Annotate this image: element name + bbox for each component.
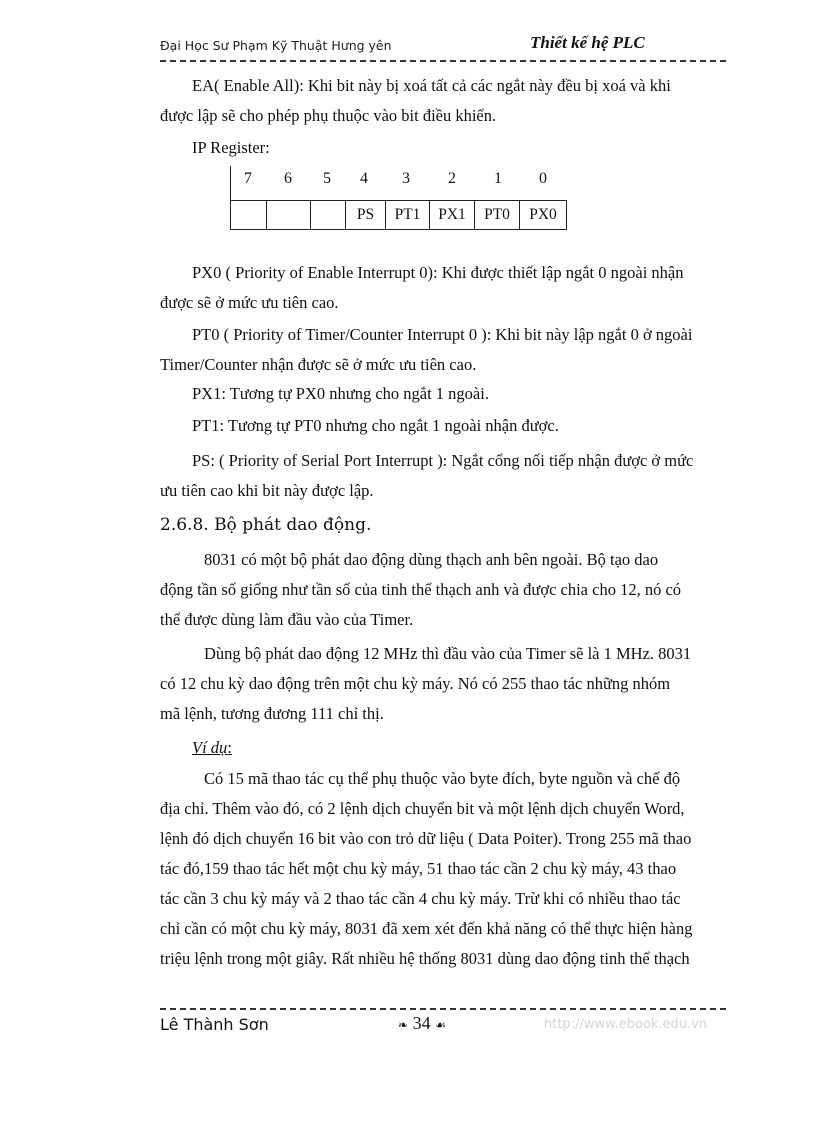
text-line: tác đó,159 thao tác hết một chu kỳ máy, 51 thao tác cần 2 chu kỳ máy, 43 thao bbox=[160, 859, 677, 878]
bit-number: 5 bbox=[323, 170, 331, 187]
text-line: được lập sẽ cho phép phụ thuộc vào bit điều khiển. bbox=[160, 106, 497, 125]
paragraph-ps bbox=[160, 446, 732, 506]
text-line: Timer/Counter nhận được sẽ ở mức ưu tiên cao. bbox=[160, 355, 477, 374]
example-label-text: Ví dụ bbox=[192, 738, 228, 757]
ornament-right-icon: ☙ bbox=[435, 1018, 446, 1032]
header-title: Thiết kế hệ PLC bbox=[530, 33, 645, 52]
bit-number: 1 bbox=[494, 170, 502, 187]
register-cell: PT1 bbox=[386, 201, 430, 229]
text-line: triệu lệnh trong một giây. Rất nhiều hệ thống 8031 dùng dao động tinh thể thạch bbox=[160, 949, 690, 968]
bit-number: 7 bbox=[244, 170, 252, 187]
bit-number: 4 bbox=[360, 170, 368, 187]
register-cell bbox=[311, 201, 346, 229]
text-line: PX0 ( Priority of Enable Interrupt 0): Khi được thiết lập ngắt 0 ngoài nhận bbox=[192, 263, 684, 282]
page-number-value: 34 bbox=[412, 1013, 431, 1033]
footer-divider bbox=[160, 1008, 726, 1010]
paragraph-pt1: PT1: Tương tự PT0 nhưng cho ngắt 1 ngoài nhận được. bbox=[192, 416, 559, 435]
text-line: Có 15 mã thao tác cụ thể phụ thuộc vào byte đích, byte nguồn và chế độ bbox=[204, 769, 681, 788]
example-label bbox=[192, 738, 232, 758]
register-cell: PT0 bbox=[475, 201, 520, 229]
text-line: địa chỉ. Thêm vào đó, có 2 lệnh dịch chuyển bit và một lệnh dịch chuyển Word, bbox=[160, 799, 685, 818]
text-line: EA( Enable All): Khi bit này bị xoá tất cả các ngắt này đều bị xoá và khi bbox=[192, 76, 671, 95]
paragraph-px1: PX1: Tương tự PX0 nhưng cho ngắt 1 ngoài. bbox=[192, 384, 489, 403]
text-line: PS: ( Priority of Serial Port Interrupt ): Ngắt cổng nối tiếp nhận được ở mức bbox=[192, 451, 694, 470]
paragraph-oscillator-1 bbox=[160, 545, 732, 635]
register-cell: PX1 bbox=[430, 201, 475, 229]
text-line: 8031 có một bộ phát dao động dùng thạch anh bên ngoài. Bộ tạo dao bbox=[204, 550, 659, 569]
footer-author: Lê Thành Sơn bbox=[160, 1015, 269, 1034]
text-line: tác cần 3 chu kỳ máy và 2 thao tác cần 4 chu kỳ máy. Trừ khi có nhiều thao tác bbox=[160, 889, 681, 908]
bit-number: 6 bbox=[284, 170, 292, 187]
bit-number: 3 bbox=[402, 170, 410, 187]
page-number bbox=[398, 1013, 446, 1034]
header-divider bbox=[160, 60, 726, 62]
paragraph-px0 bbox=[160, 258, 732, 318]
text-line: chỉ cần có một chu kỳ máy, 8031 đã xem xét đến khả năng có thể thực hiện hàng bbox=[160, 919, 693, 938]
ip-register-label: IP Register: bbox=[192, 138, 270, 157]
bit-number: 0 bbox=[539, 170, 547, 187]
paragraph-ea bbox=[160, 71, 732, 131]
example-label-colon: : bbox=[227, 738, 232, 757]
register-cell bbox=[231, 201, 267, 229]
text-line: PT0 ( Priority of Timer/Counter Interrupt 0 ): Khi bit này lập ngắt 0 ở ngoài bbox=[192, 325, 693, 344]
header-school: Đại Học Sư Phạm Kỹ Thuật Hưng yên bbox=[160, 38, 392, 53]
text-line: mã lệnh, tương đương 111 chỉ thị. bbox=[160, 704, 384, 723]
text-line: động tần số giống như tần số của tinh thể thạch anh và được chia cho 12, nó có bbox=[160, 580, 682, 599]
footer-url: http://www.ebook.edu.vn bbox=[544, 1017, 708, 1032]
register-cell: PS bbox=[346, 201, 386, 229]
text-line: Dùng bộ phát dao động 12 MHz thì đầu vào của Timer sẽ là 1 MHz. 8031 bbox=[204, 644, 692, 663]
text-line: được sẽ ở mức ưu tiên cao. bbox=[160, 293, 339, 312]
register-cell: PX0 bbox=[529, 206, 557, 223]
text-line: ưu tiên cao khi bit này được lập. bbox=[160, 481, 374, 500]
ornament-left-icon: ❧ bbox=[398, 1018, 409, 1032]
register-cells bbox=[230, 200, 567, 230]
section-heading: 2.6.8. Bộ phát dao động. bbox=[160, 515, 372, 535]
paragraph-pt0 bbox=[160, 320, 732, 380]
bit-number: 2 bbox=[448, 170, 456, 187]
text-line: lệnh đó dịch chuyển 16 bit vào con trỏ dữ liệu ( Data Poiter). Trong 255 mã thao bbox=[160, 829, 692, 848]
text-line: thể được dùng làm đầu vào của Timer. bbox=[160, 610, 414, 629]
paragraph-example bbox=[160, 764, 732, 974]
register-cell bbox=[267, 201, 311, 229]
text-line: có 12 chu kỳ dao động trên một chu kỳ máy. Nó có 255 thao tác những nhóm bbox=[160, 674, 671, 693]
paragraph-oscillator-2 bbox=[160, 639, 732, 729]
